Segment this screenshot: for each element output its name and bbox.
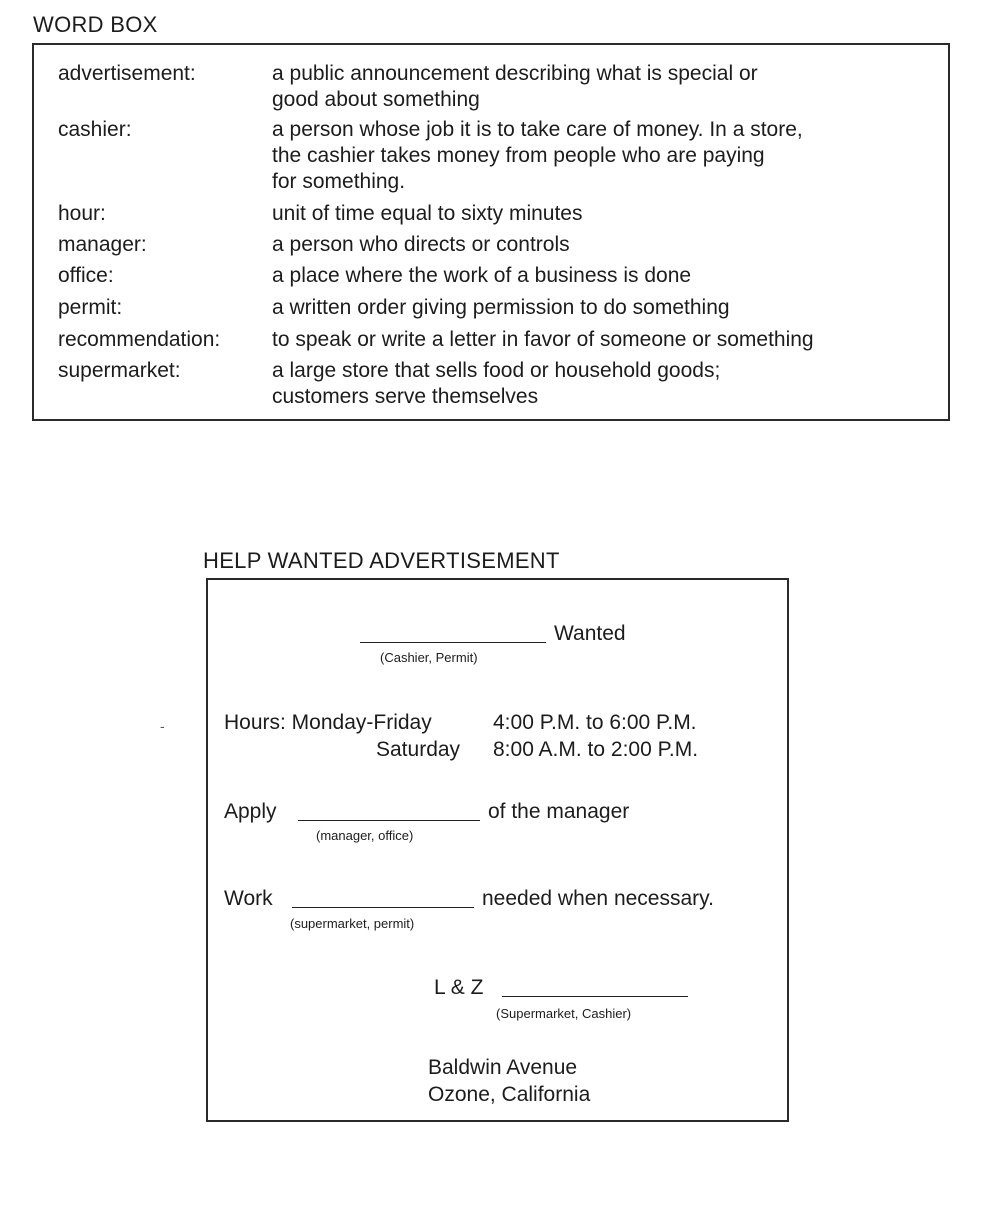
street-address: Baldwin Avenue: [428, 1056, 578, 1079]
hours-saturday: 8:00 A.M. to 2:00 P.M.: [493, 738, 699, 761]
hours-label: Hours: Monday-Friday: [224, 711, 432, 734]
apply-options: (manager, office): [316, 828, 414, 843]
word-definition: a public announcement describing what is special or good about something: [272, 62, 758, 111]
apply-blank[interactable]: [298, 800, 480, 821]
word-term: permit:: [58, 296, 123, 319]
wanted-options: (Cashier, Permit): [380, 650, 478, 665]
word-definition: a place where the work of a business is done: [272, 264, 692, 287]
city-address: Ozone, California: [428, 1083, 591, 1106]
word-term: advertisement:: [58, 62, 196, 85]
word-definition: unit of time equal to sixty minutes: [272, 202, 583, 225]
company-options: (Supermarket, Cashier): [496, 1006, 632, 1021]
help-wanted-title: HELP WANTED ADVERTISEMENT: [203, 548, 560, 573]
help-wanted-ad: [206, 578, 789, 1122]
wanted-blank[interactable]: [360, 622, 546, 643]
company-blank[interactable]: [502, 976, 688, 997]
company-prefix: L & Z: [434, 976, 484, 999]
word-term: office:: [58, 264, 114, 287]
word-definition: to speak or write a letter in favor of someone or something: [272, 328, 814, 351]
word-term: hour:: [58, 202, 106, 225]
word-term: supermarket:: [58, 359, 181, 382]
work-suffix: needed when necessary.: [482, 887, 714, 910]
work-options: (supermarket, permit): [290, 916, 415, 931]
word-term: cashier:: [58, 118, 132, 141]
apply-suffix: of the manager: [488, 800, 630, 823]
wanted-text: Wanted: [554, 622, 626, 645]
word-term: manager:: [58, 233, 147, 256]
work-text: Work: [224, 887, 273, 910]
word-box: [32, 43, 950, 421]
work-blank[interactable]: [292, 887, 474, 908]
word-definition: a person who directs or controls: [272, 233, 570, 256]
hours-weekday: 4:00 P.M. to 6:00 P.M.: [493, 711, 697, 734]
word-box-title: WORD BOX: [33, 12, 158, 37]
word-definition: a person whose job it is to take care of money. In a store, the cashier takes money from people who are paying for something.: [272, 118, 803, 193]
stray-mark: -: [160, 718, 165, 734]
word-term: recommendation:: [58, 328, 221, 351]
word-definition: a large store that sells food or household goods; customers serve themselves: [272, 359, 721, 408]
saturday-label: Saturday: [376, 738, 461, 761]
apply-text: Apply: [224, 800, 277, 823]
word-definition: a written order giving permission to do something: [272, 296, 730, 319]
